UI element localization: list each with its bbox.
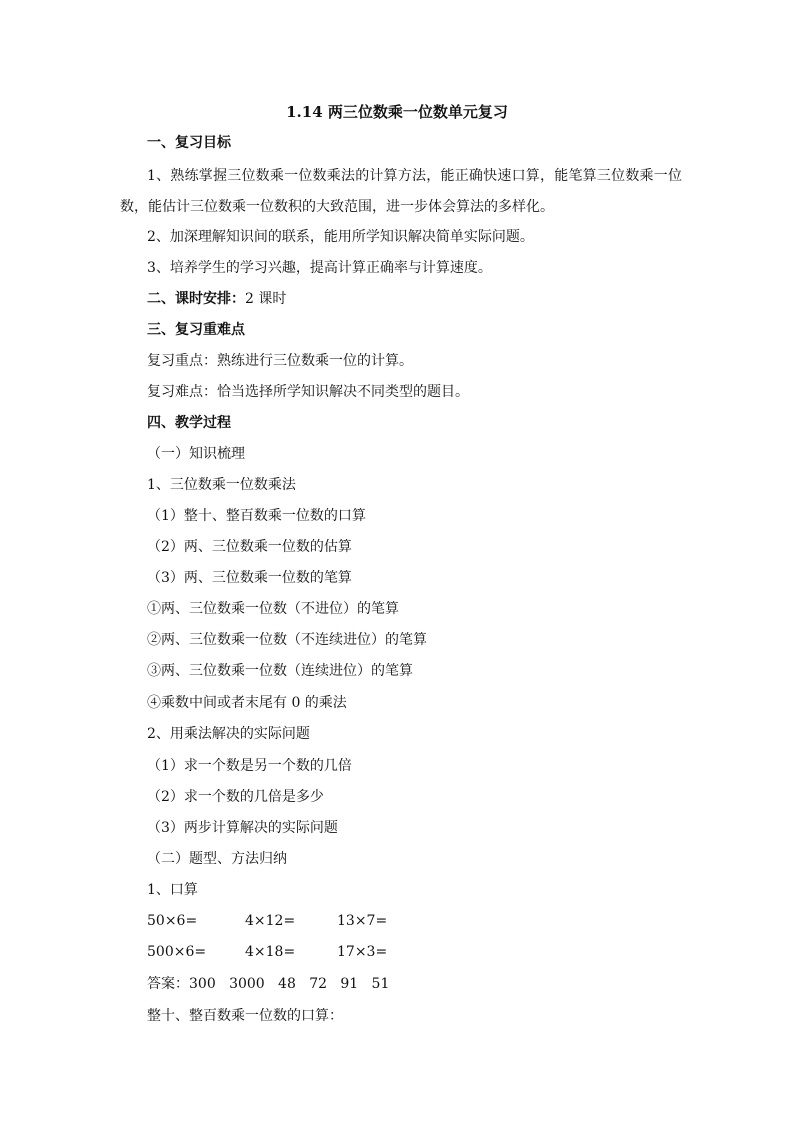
section-heading-schedule: 二、课时安排： [147, 291, 245, 307]
knowledge-item-1-3-a: ①两、三位数乘一位数（不进位）的笔算 [147, 601, 399, 617]
knowledge-item-1-2: （2）两、三位数乘一位数的估算 [147, 539, 352, 555]
calc-item: 4×12= [245, 913, 296, 929]
knowledge-item-1: 1、三位数乘一位数乘法 [147, 477, 296, 493]
knowledge-item-1-1: （1）整十、整百数乘一位数的口算 [147, 508, 366, 524]
knowledge-item-2-1: （1）求一个数是另一个数的几倍 [147, 758, 352, 774]
section-heading-goals: 一、复习目标 [147, 135, 231, 151]
knowledge-item-2: 2、用乘法解决的实际问题 [147, 726, 310, 742]
section-heading-focus: 三、复习重难点 [147, 322, 245, 338]
review-key-point: 复习重点：熟练进行三位数乘一位的计算。 [147, 353, 413, 369]
calc-item: 500×6= [147, 944, 207, 960]
knowledge-item-2-2: （2）求一个数的几倍是多少 [147, 789, 324, 805]
calc-item: 13×7= [337, 913, 388, 929]
knowledge-item-1-3-b: ②两、三位数乘一位数（不连续进位）的笔算 [147, 632, 427, 648]
last-line: 整十、整百数乘一位数的口算： [147, 1008, 343, 1024]
knowledge-item-1-3-c: ③两、三位数乘一位数（连续进位）的笔算 [147, 663, 413, 679]
calc-item: 50×6= [147, 913, 198, 929]
goal-paragraph-3: 3、培养学生的学习兴趣，提高计算正确率与计算速度。 [147, 260, 492, 276]
part-knowledge-review: （一）知识梳理 [147, 446, 245, 462]
knowledge-item-1-3-d: ④乘数中间或者末尾有 0 的乘法 [147, 695, 347, 711]
calc-item: 4×18= [245, 944, 296, 960]
schedule-value: 2 课时 [245, 291, 287, 307]
answer-line: 答案：300 3000 48 72 91 51 [147, 976, 390, 992]
knowledge-item-1-3: （3）两、三位数乘一位数的笔算 [147, 570, 352, 586]
review-difficult-point: 复习难点：恰当选择所学知识解决不同类型的题目。 [147, 384, 469, 400]
section-schedule [147, 288, 286, 310]
page-title: 1.14 两三位数乘一位数单元复习 [286, 103, 508, 121]
section-heading-process: 四、教学过程 [147, 415, 231, 431]
goal-paragraph-1: 1、熟练掌握三位数乘一位数乘法的计算方法，能正确快速口算，能笔算三位数乘一位数，能估计三位数乘一位数积的大致范围，进一步体会算法的多样化。 [120, 168, 682, 215]
question-mental-math: 1、口算 [147, 882, 198, 898]
part-question-types: （二）题型、方法归纳 [147, 851, 287, 867]
knowledge-item-2-3: （3）两步计算解决的实际问题 [147, 820, 338, 836]
calc-item: 17×3= [337, 944, 388, 960]
goal-paragraph-2: 2、加深理解知识间的联系，能用所学知识解决简单实际问题。 [147, 229, 534, 245]
